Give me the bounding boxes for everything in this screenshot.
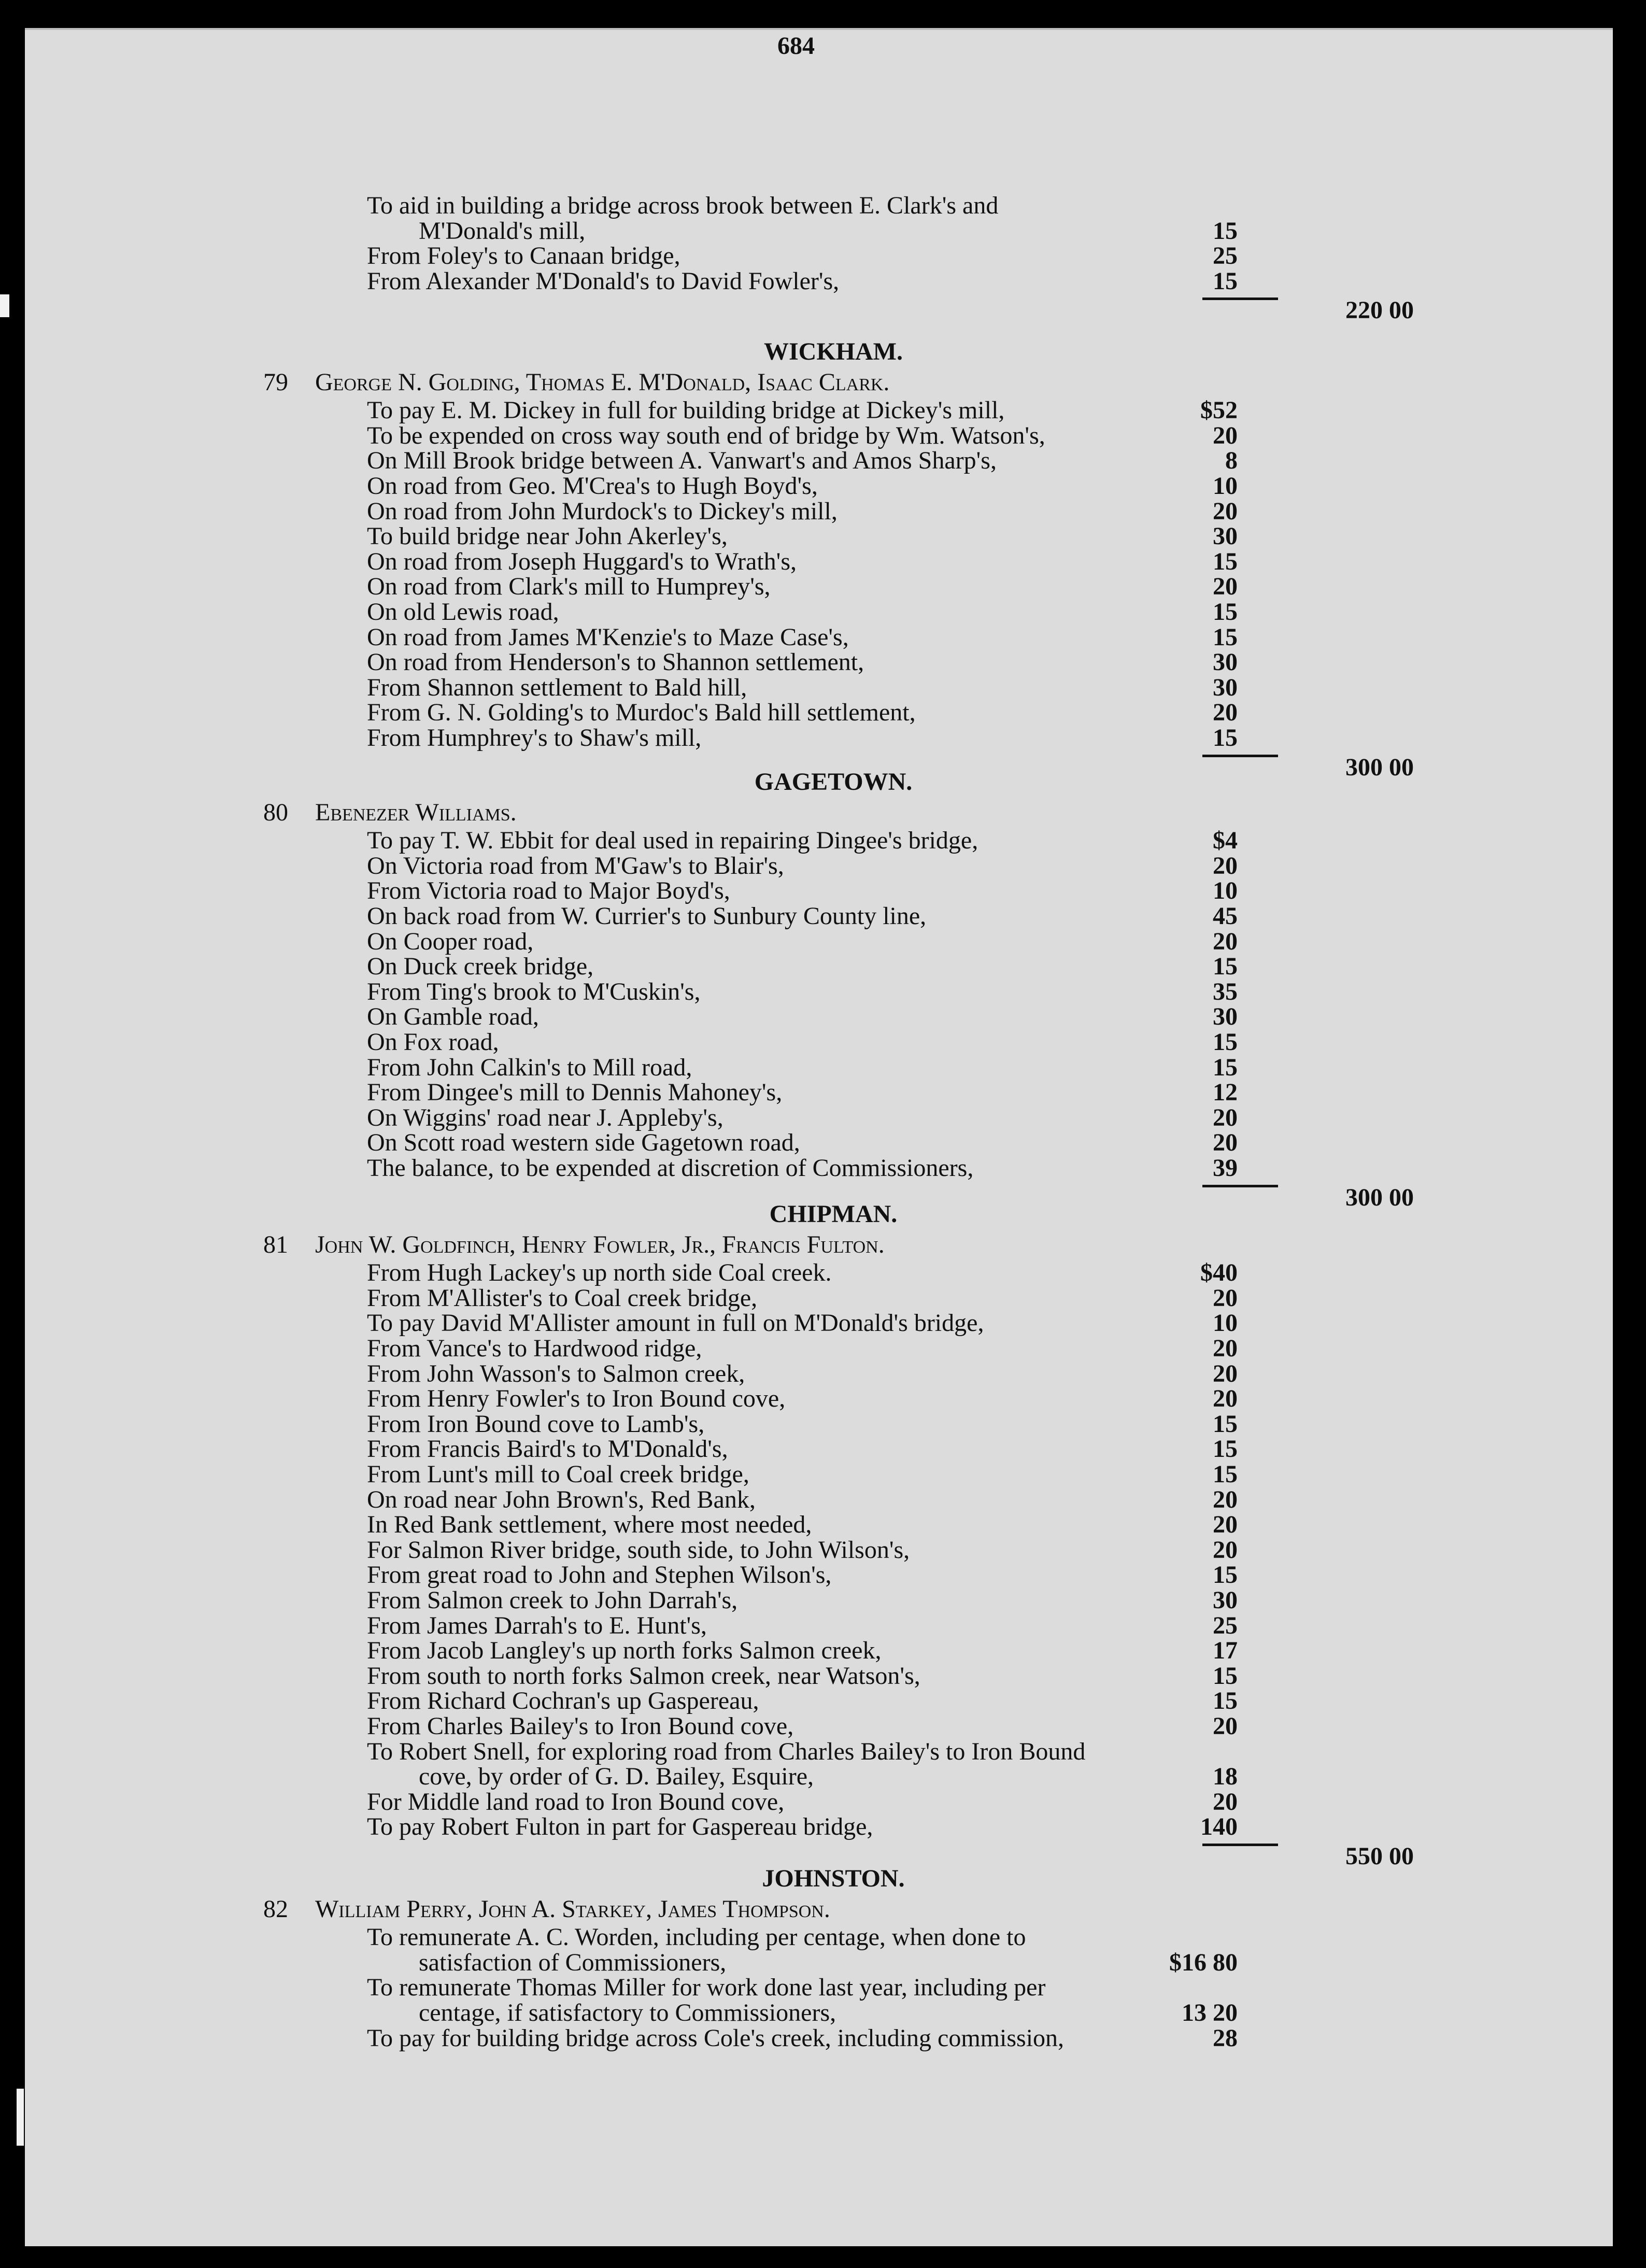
section-total: 220 00: [1345, 296, 1414, 324]
entry-text: On Mill Brook bridge between A. Vanwart's and Amos Sharp's,: [367, 447, 997, 475]
page-edge-shadow: [25, 28, 1613, 30]
section-number: 82: [263, 1895, 288, 1923]
entry-text: From James Darrah's to E. Hunt's,: [367, 1611, 707, 1639]
entry-text: From M'Allister's to Coal creek bridge,: [367, 1284, 758, 1312]
entry-text: From Foley's to Canaan bridge,: [367, 242, 680, 270]
entry-text: From Richard Cochran's up Gaspereau,: [367, 1687, 759, 1715]
entry-text: On road from Geo. M'Crea's to Hugh Boyd's,: [367, 472, 818, 500]
entry-amount: 39: [1213, 1154, 1238, 1182]
document-page: [25, 28, 1613, 2246]
entry-amount: 28: [1213, 2024, 1238, 2052]
entry-text: On Wiggins' road near J. Appleby's,: [367, 1103, 723, 1131]
entry-amount: 15: [1213, 267, 1238, 295]
entry-text: To build bridge near John Akerley's,: [367, 522, 728, 550]
entry-amount: 17: [1213, 1637, 1238, 1665]
entry-amount: 10: [1213, 877, 1238, 905]
total-rule: [1202, 755, 1278, 757]
entry-amount: 20: [1213, 852, 1238, 880]
entry-text: On old Lewis road,: [367, 598, 559, 626]
entry-amount: 20: [1213, 1712, 1238, 1740]
entry-amount: 30: [1213, 522, 1238, 550]
entry-amount: 30: [1213, 648, 1238, 676]
entry-amount: 20: [1213, 1485, 1238, 1513]
section-number: 80: [263, 798, 288, 826]
entry-text: To pay Robert Fulton in part for Gaspereau bridge,: [367, 1813, 873, 1841]
entry-amount: 15: [1213, 724, 1238, 752]
entry-amount: 18: [1213, 1763, 1238, 1791]
entry-amount: 20: [1213, 1788, 1238, 1816]
commissioners: George N. Golding, Thomas E. M'Donald, Isaac Clark.: [315, 368, 890, 396]
entry-text: On Cooper road,: [367, 927, 534, 955]
entry-text: To remunerate Thomas Miller for work done last year, including per: [367, 1974, 1046, 2002]
section-total: 300 00: [1345, 1183, 1414, 1211]
entry-text-continued: centage, if satisfactory to Commissioners,: [419, 1999, 836, 2026]
entry-text: On Victoria road from M'Gaw's to Blair's,: [367, 852, 784, 880]
entry-text: From Humphrey's to Shaw's mill,: [367, 724, 702, 752]
section-heading: GAGETOWN.: [754, 768, 913, 796]
entry-text: On Scott road western side Gagetown road,: [367, 1129, 800, 1157]
entry-text: From Jacob Langley's up north forks Salmon creek,: [367, 1637, 882, 1665]
section-number: 81: [263, 1230, 288, 1258]
entry-text: From Henry Fowler's to Iron Bound cove,: [367, 1385, 786, 1413]
section-number: 79: [263, 368, 288, 396]
entry-text: For Salmon River bridge, south side, to John Wilson's,: [367, 1536, 910, 1564]
entry-amount: $4: [1213, 827, 1238, 855]
entry-amount: 35: [1213, 977, 1238, 1005]
entry-amount: 13 20: [1182, 1999, 1238, 2026]
page-number: 684: [777, 32, 815, 60]
entry-text: From Hugh Lackey's up north side Coal creek.: [367, 1259, 832, 1287]
entry-text: On back road from W. Currier's to Sunbury County line,: [367, 902, 927, 930]
total-rule: [1202, 1185, 1278, 1187]
entry-amount: 20: [1213, 421, 1238, 449]
entry-text: From Francis Baird's to M'Donald's,: [367, 1435, 728, 1463]
entry-text: To remunerate A. C. Worden, including per centage, when done to: [367, 1923, 1026, 1951]
entry-amount: 20: [1213, 1385, 1238, 1413]
entry-amount: 30: [1213, 673, 1238, 701]
entry-amount: 20: [1213, 699, 1238, 727]
entry-text: On road from Henderson's to Shannon settlement,: [367, 648, 864, 676]
entry-text: On road from Clark's mill to Humprey's,: [367, 573, 771, 601]
section-heading: JOHNSTON.: [762, 1865, 905, 1892]
entry-text: On road from Joseph Huggard's to Wrath's,: [367, 547, 797, 575]
entry-amount: 15: [1213, 1410, 1238, 1438]
entry-text: To be expended on cross way south end of bridge by Wm. Watson's,: [367, 421, 1045, 449]
entry-amount: 15: [1213, 1028, 1238, 1056]
entry-amount: 20: [1213, 573, 1238, 601]
entry-amount: $16 80: [1169, 1948, 1238, 1976]
entry-text: From Ting's brook to M'Cuskin's,: [367, 977, 701, 1005]
entry-amount: 8: [1225, 447, 1238, 475]
commissioners: John W. Goldfinch, Henry Fowler, Jr., Francis Fulton.: [315, 1230, 885, 1258]
entry-amount: 15: [1213, 598, 1238, 626]
entry-amount: 20: [1213, 1536, 1238, 1564]
entry-amount: 20: [1213, 1284, 1238, 1312]
total-rule: [1202, 297, 1278, 300]
entry-text: From Shannon settlement to Bald hill,: [367, 673, 747, 701]
entry-text: From John Calkin's to Mill road,: [367, 1053, 692, 1081]
entry-text: From Lunt's mill to Coal creek bridge,: [367, 1461, 749, 1488]
entry-text: The balance, to be expended at discretion of Commissioners,: [367, 1154, 974, 1182]
entry-amount: 15: [1213, 1435, 1238, 1463]
entry-text: To pay David M'Allister amount in full on M'Donald's bridge,: [367, 1309, 984, 1337]
entry-amount: 15: [1213, 953, 1238, 981]
entry-text: To Robert Snell, for exploring road from Charles Bailey's to Iron Bound: [367, 1737, 1086, 1765]
entry-text: In Red Bank settlement, where most needed,: [367, 1511, 812, 1539]
entry-text: From Dingee's mill to Dennis Mahoney's,: [367, 1079, 783, 1107]
entry-amount: 12: [1213, 1079, 1238, 1107]
entry-amount: 140: [1200, 1813, 1238, 1841]
entry-text: To aid in building a bridge across brook between E. Clark's and: [367, 192, 999, 219]
entry-amount: 30: [1213, 1586, 1238, 1614]
entry-text: From Vance's to Hardwood ridge,: [367, 1335, 702, 1362]
section-heading: WICKHAM.: [764, 338, 903, 365]
entry-text: From great road to John and Stephen Wilson's,: [367, 1561, 832, 1589]
section-heading: CHIPMAN.: [769, 1200, 898, 1228]
entry-text: On Gamble road,: [367, 1003, 539, 1031]
entry-amount: 10: [1213, 1309, 1238, 1337]
entry-amount: 20: [1213, 1129, 1238, 1157]
entry-amount: 15: [1213, 1053, 1238, 1081]
entry-amount: 25: [1213, 242, 1238, 270]
entry-amount: 20: [1213, 497, 1238, 525]
section-total: 550 00: [1345, 1842, 1414, 1870]
entry-text: From Salmon creek to John Darrah's,: [367, 1586, 738, 1614]
entry-text: On road from James M'Kenzie's to Maze Case's,: [367, 623, 849, 651]
entry-amount: 15: [1213, 1662, 1238, 1690]
entry-text: On road near John Brown's, Red Bank,: [367, 1485, 756, 1513]
entry-text-continued: M'Donald's mill,: [419, 217, 586, 245]
entry-amount: 10: [1213, 472, 1238, 500]
entry-amount: $52: [1200, 396, 1238, 424]
entry-amount: 25: [1213, 1611, 1238, 1639]
entry-amount: 20: [1213, 1335, 1238, 1362]
commissioners: Ebenezer Williams.: [315, 798, 517, 826]
entry-text: From Charles Bailey's to Iron Bound cove,: [367, 1712, 794, 1740]
entry-amount: 15: [1213, 623, 1238, 651]
entry-amount: 15: [1213, 1687, 1238, 1715]
entry-amount: $40: [1200, 1259, 1238, 1287]
section-total: 300 00: [1345, 753, 1414, 781]
entry-text: From G. N. Golding's to Murdoc's Bald hill settlement,: [367, 699, 916, 727]
entry-amount: 20: [1213, 927, 1238, 955]
total-rule: [1202, 1844, 1278, 1846]
entry-amount: 45: [1213, 902, 1238, 930]
entry-amount: 20: [1213, 1103, 1238, 1131]
entry-text: On road from John Murdock's to Dickey's mill,: [367, 497, 838, 525]
entry-text-continued: cove, by order of G. D. Bailey, Esquire,: [419, 1763, 814, 1791]
entry-text: From Alexander M'Donald's to David Fowler's,: [367, 267, 840, 295]
entry-amount: 20: [1213, 1511, 1238, 1539]
entry-text: From Victoria road to Major Boyd's,: [367, 877, 730, 905]
entry-text-continued: satisfaction of Commissioners,: [419, 1948, 727, 1976]
entry-text: On Fox road,: [367, 1028, 499, 1056]
entry-text: To pay T. W. Ebbit for deal used in repairing Dingee's bridge,: [367, 827, 978, 855]
entry-amount: 15: [1213, 547, 1238, 575]
entry-text: To pay for building bridge across Cole's creek, including commission,: [367, 2024, 1065, 2052]
entry-amount: 20: [1213, 1359, 1238, 1387]
entry-text: On Duck creek bridge,: [367, 953, 594, 981]
entry-text: From John Wasson's to Salmon creek,: [367, 1359, 745, 1387]
entry-text: To pay E. M. Dickey in full for building bridge at Dickey's mill,: [367, 396, 1005, 424]
entry-text: From south to north forks Salmon creek, near Watson's,: [367, 1662, 920, 1690]
entry-amount: 15: [1213, 1461, 1238, 1488]
commissioners: William Perry, John A. Starkey, James Thompson.: [315, 1895, 830, 1923]
entry-amount: 30: [1213, 1003, 1238, 1031]
entry-amount: 15: [1213, 1561, 1238, 1589]
entry-amount: 15: [1213, 217, 1238, 245]
entry-text: From Iron Bound cove to Lamb's,: [367, 1410, 705, 1438]
entry-text: For Middle land road to Iron Bound cove,: [367, 1788, 785, 1816]
